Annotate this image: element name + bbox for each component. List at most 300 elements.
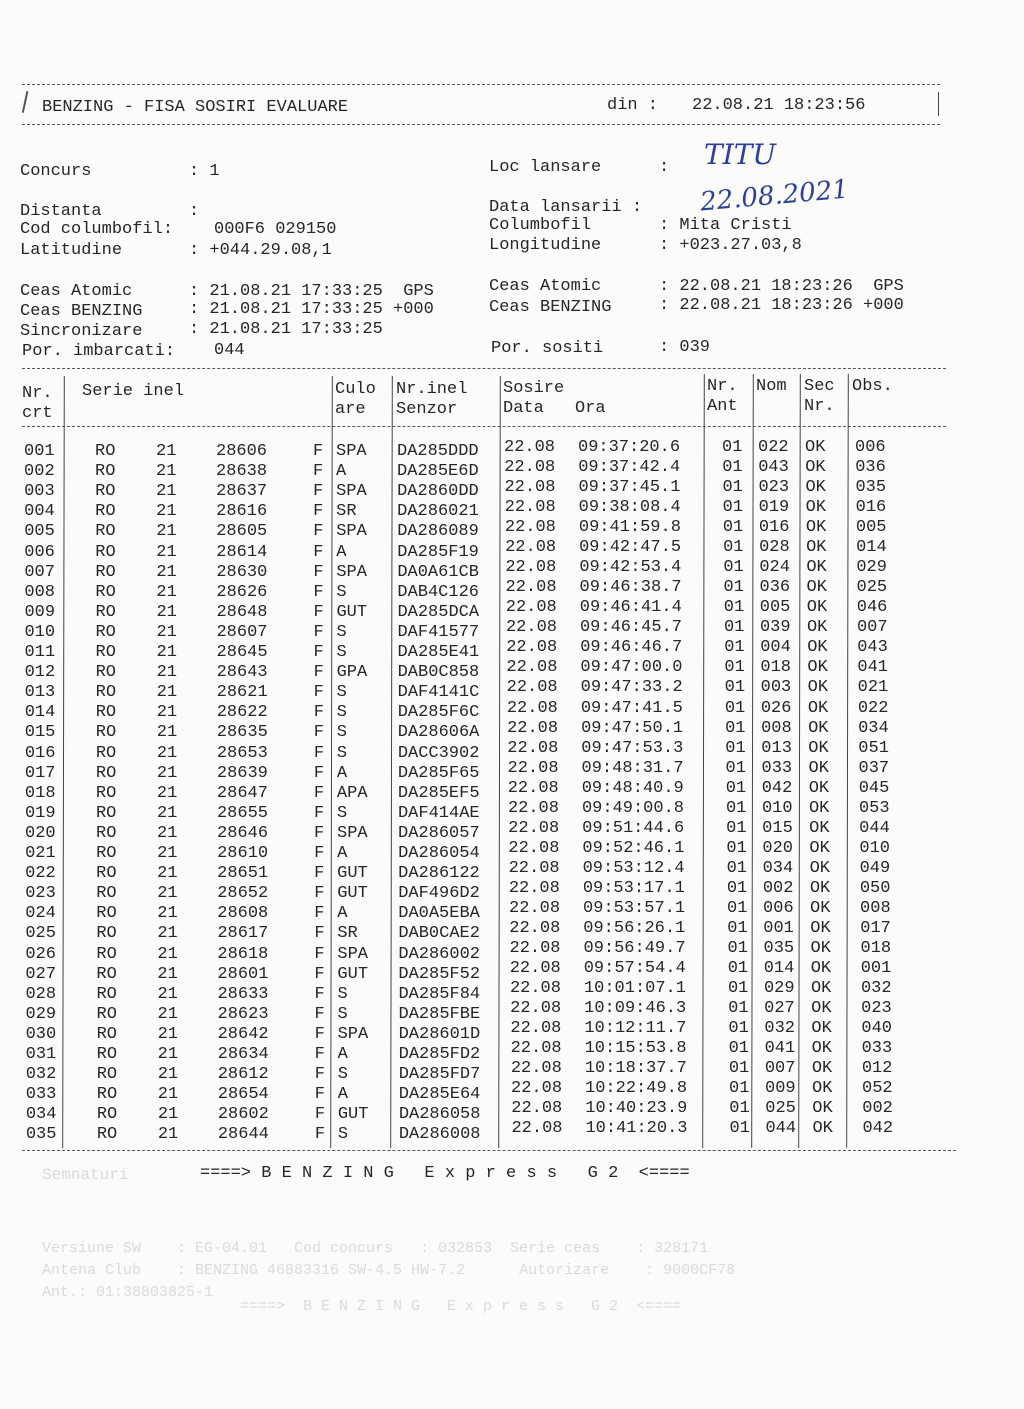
row-ant: 01 [722,498,744,518]
row-nr: 010 [24,622,56,642]
row-sec: OK [808,718,829,738]
row-ant: 01 [724,658,745,678]
row-an: 21 [157,944,178,964]
col-sec-label-1: Sec [804,377,835,396]
row-nom: 005 [759,598,791,618]
row-sec: OK [805,518,827,538]
row-ora: 09:49:00.8 [581,798,684,818]
row-nom: 022 [758,438,789,457]
row-an: 21 [156,643,177,662]
row-ora: 09:37:42.4 [578,458,681,478]
row-ant: 01 [724,698,746,718]
row-sec: OK [812,1119,833,1139]
row-nom: 044 [765,1119,797,1139]
row-senzor: DAF496D2 [398,884,480,904]
row-ora: 09:37:20.6 [578,438,681,457]
row-sex: F [314,1065,325,1085]
row-senzor: DAF414AE [397,803,480,823]
row-nom: 024 [759,558,790,578]
row-ant: 01 [726,838,747,858]
row-ant: 01 [727,939,748,958]
row-data: 22.08 [507,778,559,798]
row-sec: OK [806,618,828,638]
row-an: 21 [156,803,178,823]
row-ora: 09:46:41.4 [579,598,682,618]
row-tara: RO [96,904,117,924]
row-inel: 28655 [216,803,268,823]
row-ora: 10:18:37.7 [584,1059,687,1079]
row-obs: 001 [860,959,892,979]
row-obs: 016 [855,498,887,518]
row-inel: 28645 [216,643,268,662]
row-nom: 016 [758,518,790,538]
row-nr: 032 [25,1065,57,1085]
row-obs: 018 [860,939,892,958]
col-ora-label: Ora [575,399,606,418]
row-nom: 014 [763,959,795,979]
row-data: 22.08 [509,918,561,938]
row-sex: F [313,643,324,662]
row-nr: 015 [24,723,56,743]
row-an: 21 [156,783,178,803]
row-data: 22.08 [508,878,560,898]
row-culoare: S [336,703,347,723]
row-an: 21 [157,884,178,904]
row-inel: 28643 [216,663,268,683]
row-ant: 01 [729,1119,750,1139]
row-obs: 006 [855,438,886,457]
row-ant: 01 [726,818,747,838]
cod-columbofil-label: Cod columbofil: [20,220,174,239]
row-sex: F [313,743,325,763]
row-sec: OK [807,638,828,658]
col-nr-ant-label-2: Ant [707,397,738,416]
row-sec: OK [805,478,826,498]
row-sex: F [313,522,324,542]
row-an: 21 [156,703,178,723]
row-tara: RO [96,864,117,884]
row-sex: F [314,924,325,944]
row-inel: 28614 [216,542,268,562]
row-inel: 28622 [216,703,268,723]
row-an: 21 [156,442,177,461]
row-culoare: GUT [336,602,368,622]
row-obs: 008 [860,898,891,918]
row-ora: 09:56:26.1 [583,918,686,938]
row-tara: RO [95,602,116,622]
row-an: 21 [157,1065,179,1085]
row-senzor: DAB0C858 [397,663,480,683]
row-culoare: S [336,643,347,662]
bleed-semnaturi: Semnaturi [42,1166,129,1184]
row-senzor: DA2860DD [397,482,479,502]
longitudine-value: : +023.27.03,8 [659,236,802,255]
row-nom: 007 [764,1059,796,1079]
header-bottom-rule [22,124,940,125]
row-ora: 09:48:40.9 [581,778,684,798]
row-ora: 09:56:49.7 [583,939,686,958]
row-nr: 030 [25,1024,57,1044]
ceas-benzing-left-label: Ceas BENZING [20,302,143,321]
row-culoare: A [337,904,348,924]
row-an: 21 [156,562,177,582]
row-inel: 28638 [216,462,268,482]
row-inel: 28601 [217,964,269,984]
row-inel: 28654 [217,1085,269,1105]
row-an: 21 [157,924,178,944]
row-culoare: S [337,1065,348,1085]
bleed-ant: Ant.: 01:38803825-1 [42,1284,214,1301]
row-sec: OK [812,1079,833,1099]
distanta-label: Distanta [20,202,102,221]
row-senzor: DAB0CAE2 [398,924,480,944]
row-ora: 10:15:53.8 [584,1039,687,1059]
row-sec: OK [808,798,830,818]
row-culoare: A [337,1085,348,1105]
row-ora: 09:47:33.2 [580,678,683,698]
row-ant: 01 [722,478,743,498]
row-sec: OK [811,1059,833,1079]
col-nr-ant-label-1: Nr. [707,377,738,396]
row-sec: OK [807,678,829,698]
row-inel: 28642 [217,1024,269,1044]
row-obs: 005 [855,518,887,538]
row-senzor: DA28606A [397,723,480,743]
row-ant: 01 [723,558,744,578]
col-nr-label: Nr. [22,384,53,403]
row-obs: 052 [862,1079,893,1099]
row-tara: RO [96,1105,118,1125]
row-senzor: DA0A61CB [397,562,479,582]
data-lansarii-label: Data lansarii : [489,198,643,217]
row-tara: RO [95,582,116,602]
row-culoare: APA [336,783,368,803]
row-data: 22.08 [506,638,558,658]
row-ant: 01 [723,538,744,558]
row-sex: F [313,663,324,683]
row-an: 21 [156,743,178,763]
row-culoare: S [336,743,348,763]
row-inel: 28637 [216,482,268,502]
row-sec: OK [809,838,830,858]
row-culoare: GUT [337,884,368,904]
row-inel: 28635 [216,723,268,743]
row-tara: RO [96,1024,117,1044]
row-sex: F [314,904,325,924]
row-ora: 09:53:17.1 [582,878,685,898]
row-tara: RO [95,803,117,823]
row-sex: F [314,844,325,863]
row-inel: 28626 [216,582,268,602]
row-sex: F [314,884,325,904]
row-tara: RO [95,643,116,662]
row-obs: 053 [858,798,890,818]
row-nr: 025 [25,924,56,944]
row-tara: RO [96,1004,117,1024]
row-culoare: SR [337,924,358,944]
row-sex: F [314,964,325,984]
row-obs: 025 [856,578,888,598]
row-obs: 032 [860,979,892,999]
row-tara: RO [96,884,117,904]
row-obs: 021 [857,678,889,698]
row-nom: 002 [762,878,794,898]
row-tara: RO [95,663,116,683]
row-obs: 040 [861,1019,892,1039]
table-bottom-rule [22,1150,956,1151]
row-an: 21 [157,844,178,863]
row-senzor: DA286122 [398,864,480,884]
concurs-label: Concurs [20,162,92,181]
row-inel: 28610 [217,844,269,863]
row-data: 22.08 [505,558,557,578]
row-ora: 09:42:47.5 [579,538,682,558]
row-senzor: DA285FD2 [398,1045,481,1064]
row-an: 21 [157,904,178,924]
row-data: 22.08 [509,898,561,918]
por-sositi-label: Por. sositi [491,339,604,358]
row-culoare: SPA [336,522,367,542]
row-sex: F [314,1125,326,1145]
row-data: 22.08 [510,1059,562,1079]
row-nom: 036 [759,578,791,598]
row-senzor: DA286002 [398,944,480,964]
row-data: 22.08 [505,538,557,558]
row-nr: 020 [25,823,56,843]
row-nom: 004 [760,638,791,658]
row-nom: 033 [761,758,793,778]
row-senzor: DA285F65 [397,763,480,783]
row-nr: 005 [24,522,55,542]
row-culoare: SPA [336,442,367,461]
bleed-antena: Antena Club : BENZING 46883316 SW-4.5 HW-7.2 Autorizare : 9000CF78 [42,1262,736,1279]
row-nom: 041 [764,1039,796,1059]
ceas-benzing-right-label: Ceas BENZING [489,298,612,317]
row-tara: RO [96,924,117,944]
row-ora: 09:47:50.1 [581,718,684,738]
row-ora: 10:12:11.7 [584,1019,687,1039]
row-sex: F [314,864,325,884]
col-obs-label: Obs. [852,377,893,396]
row-culoare: GUT [337,964,369,984]
row-tara: RO [96,984,117,1004]
row-ora: 09:46:45.7 [579,618,682,638]
row-inel: 28605 [216,522,268,542]
row-an: 21 [156,522,177,542]
row-obs: 010 [859,838,890,858]
row-obs: 046 [856,598,888,618]
row-sex: F [313,502,324,522]
row-ant: 01 [726,858,748,878]
row-senzor: DA285FD7 [398,1065,481,1085]
row-nr: 008 [24,582,55,602]
row-ant: 01 [728,999,749,1019]
row-inel: 28606 [216,442,268,461]
col-nr-inel-label: Nr.inel [396,380,468,399]
row-ant: 01 [724,638,745,658]
row-nr: 018 [24,783,56,803]
document-title: BENZING - FISA SOSIRI EVALUARE [42,98,349,117]
row-sec: OK [810,918,831,938]
row-tara: RO [95,703,117,723]
row-ora: 09:51:44.6 [582,818,685,838]
row-senzor: DA286057 [398,823,480,843]
row-sec: OK [808,778,830,798]
table-row [0,1119,1024,1145]
row-ora: 10:09:46.3 [584,999,687,1019]
row-culoare: GUT [337,864,368,884]
row-inel: 28646 [217,823,269,843]
row-ora: 09:47:41.5 [580,698,683,718]
row-nom: 020 [762,838,793,858]
ceas-atomic-right-label: Ceas Atomic [489,277,602,296]
loc-lansare-colon: : [659,158,670,177]
row-obs: 029 [856,558,887,578]
row-sex: F [313,723,324,743]
row-nr: 028 [25,984,57,1004]
row-ant: 01 [725,798,747,818]
col-serie-inel-label: Serie inel [82,382,185,401]
row-inel: 28623 [217,1004,269,1024]
distanta-value: : [189,202,200,221]
row-tara: RO [96,1045,118,1064]
por-sositi-value: : 039 [659,338,711,357]
row-senzor: DA285F84 [398,984,481,1004]
longitudine-label: Longitudine [489,236,602,255]
row-tara: RO [95,723,117,743]
row-tara: RO [95,522,116,542]
row-sec: OK [807,698,829,718]
row-nom: 009 [765,1079,796,1099]
row-culoare: GUT [337,1105,369,1125]
row-obs: 036 [855,458,886,478]
row-ora: 09:46:38.7 [579,578,682,598]
ceas-atomic-right-value: : 22.08.21 18:23:26 GPS [659,277,904,296]
row-nom: 003 [760,678,792,698]
col-sec-label-2: Nr. [804,397,835,416]
header-right-border [938,92,939,116]
columbofil-label: Columbofil [489,216,592,235]
row-obs: 043 [857,638,888,658]
ceas-atomic-left-label: Ceas Atomic [20,282,133,301]
row-sec: OK [808,738,829,758]
row-inel: 28617 [217,924,269,944]
row-nom: 018 [760,658,792,678]
ceas-benzing-right-value: : 22.08.21 18:23:26 +000 [659,296,904,315]
row-data: 22.08 [504,498,556,518]
por-imbarcati-value: 044 [214,341,245,360]
row-nr: 011 [24,643,56,662]
row-inel: 28651 [217,864,269,884]
row-nom: 032 [764,1019,795,1039]
row-an: 21 [157,984,178,1004]
row-inel: 28639 [216,763,268,783]
row-ora: 09:46:46.7 [580,638,683,658]
row-senzor: DA285F52 [398,964,481,984]
row-data: 22.08 [506,678,558,698]
row-senzor: DA286008 [398,1125,481,1145]
row-nom: 010 [761,798,793,818]
row-senzor: DA285E64 [398,1085,481,1105]
row-culoare: SPA [337,944,368,964]
row-culoare: S [336,803,348,823]
row-data: 22.08 [510,1039,562,1059]
row-sex: F [313,482,324,502]
row-culoare: A [336,763,348,783]
row-nr: 031 [25,1045,57,1064]
row-ora: 09:47:53.3 [581,738,684,758]
row-sex: F [313,442,324,461]
row-nr: 003 [24,482,55,502]
row-inel: 28647 [216,783,268,803]
row-senzor: DA285DCA [397,602,480,622]
row-sex: F [314,1105,326,1125]
row-nom: 039 [759,618,791,638]
row-tara: RO [96,1065,118,1085]
row-tara: RO [96,1125,118,1145]
row-culoare: S [336,622,347,642]
row-data: 22.08 [505,618,557,638]
row-nr: 023 [25,884,56,904]
row-ora: 09:57:54.4 [583,959,686,979]
ceas-atomic-left-value: : 21.08.21 17:33:25 GPS [189,282,434,301]
row-tara: RO [95,462,116,482]
row-tara: RO [96,944,117,964]
row-inel: 28633 [217,984,269,1004]
row-culoare: A [337,1045,348,1064]
row-an: 21 [156,663,177,683]
row-nr: 029 [25,1004,57,1024]
row-ant: 01 [726,878,748,898]
row-an: 21 [157,1004,178,1024]
row-sex: F [314,823,325,843]
row-tara: RO [95,482,116,502]
row-ant: 01 [729,1079,750,1099]
row-ant: 01 [725,778,747,798]
row-ant: 01 [728,1019,749,1039]
latitudine-value: : +044.29.08,1 [189,241,332,260]
row-ora: 10:41:20.3 [585,1119,688,1139]
loc-lansare-handwritten: TITU [704,138,777,171]
row-nr: 033 [25,1085,57,1105]
row-senzor: DA286058 [398,1105,481,1125]
row-sex: F [314,984,325,1004]
row-ora: 09:37:45.1 [578,478,681,498]
benzing-footer: ====> B E N Z I N G E x p r e s s G 2 <==== [200,1164,690,1183]
row-nom: 043 [758,458,789,478]
col-sosire-label: Sosire [503,379,565,398]
row-sec: OK [806,538,827,558]
row-data: 22.08 [506,658,558,678]
row-sec: OK [806,558,827,578]
row-ant: 01 [725,758,746,778]
row-nom: 013 [761,738,792,758]
row-sec: OK [808,758,829,778]
row-data: 22.08 [506,698,558,718]
row-nom: 015 [762,818,793,838]
row-tara: RO [96,844,117,863]
row-ora: 10:01:07.1 [583,979,686,999]
row-nr: 017 [24,763,56,783]
row-nr: 013 [24,683,56,703]
row-obs: 014 [856,538,887,558]
concurs-value: : 1 [189,162,220,181]
row-ant: 01 [728,1059,750,1079]
row-sec: OK [809,858,831,878]
din-value: 22.08.21 18:23:56 [692,96,866,115]
row-data: 22.08 [510,1019,562,1039]
row-tara: RO [96,823,117,843]
